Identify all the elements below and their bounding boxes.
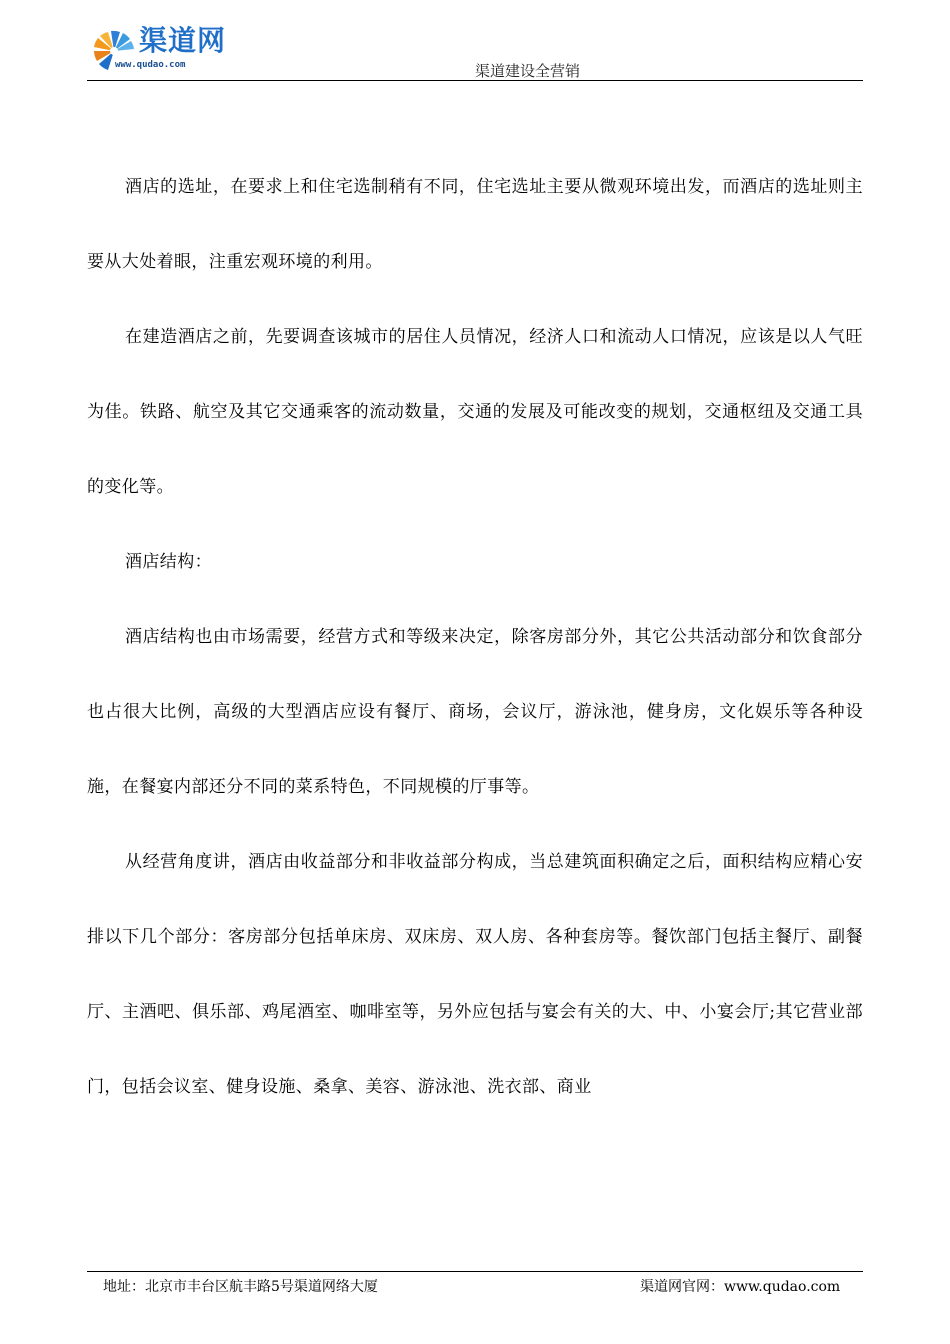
document-body — [87, 150, 863, 1125]
heading-hotel-structure: 酒店结构： — [125, 552, 212, 572]
footer-website[interactable]: 渠道网官网：www.qudao.com — [640, 1279, 841, 1295]
paragraph-city-survey: 在建造酒店之前，先要调查该城市的居住人员情况，经济人口和流动人口情况，应该是以人气旺为佳。铁路、航空及其它交通乘客的流动数量，交通的发展及可能改变的规划，交通枢纽及交通工具的变化等。 — [87, 327, 863, 497]
logo-url: www.qudao.com — [115, 60, 186, 70]
footer-address: 地址：北京市丰台区航丰路5号渠道网络大厦 — [103, 1279, 378, 1295]
qudao-logo[interactable] — [91, 24, 261, 74]
header-divider — [87, 80, 863, 81]
footer-divider — [87, 1271, 863, 1272]
paragraph-operations: 从经营角度讲，酒店由收益部分和非收益部分构成，当总建筑面积确定之后，面积结构应精心安排以下几个部分：客房部分包括单床房、双床房、双人房、各种套房等。餐饮部门包括主餐厅、副餐厅、主酒吧、俱乐部、鸡尾酒室、咖啡室等，另外应包括与宴会有关的大、中、小宴会厅;其它营业部门，包括会议室、健身设施、桑拿、美容、游泳池、洗衣部、商业 — [87, 852, 863, 1097]
page-header — [87, 20, 863, 82]
paragraph-hotel-structure: 酒店结构也由市场需要，经营方式和等级来决定，除客房部分外，其它公共活动部分和饮食部分也占很大比例，高级的大型酒店应设有餐厅、商场，会议厅，游泳池，健身房，文化娱乐等各种设施，在餐宴内部还分不同的菜系特色，不同规模的厅事等。 — [87, 627, 863, 797]
paragraph-site-selection: 酒店的选址，在要求上和住宅选制稍有不同，住宅选址主要从微观环境出发，而酒店的选址则主要从大处着眼，注重宏观环境的利用。 — [87, 177, 863, 272]
logo-wordmark: 渠道网 — [139, 24, 227, 57]
header-title: 渠道建设全营销 — [475, 62, 581, 80]
